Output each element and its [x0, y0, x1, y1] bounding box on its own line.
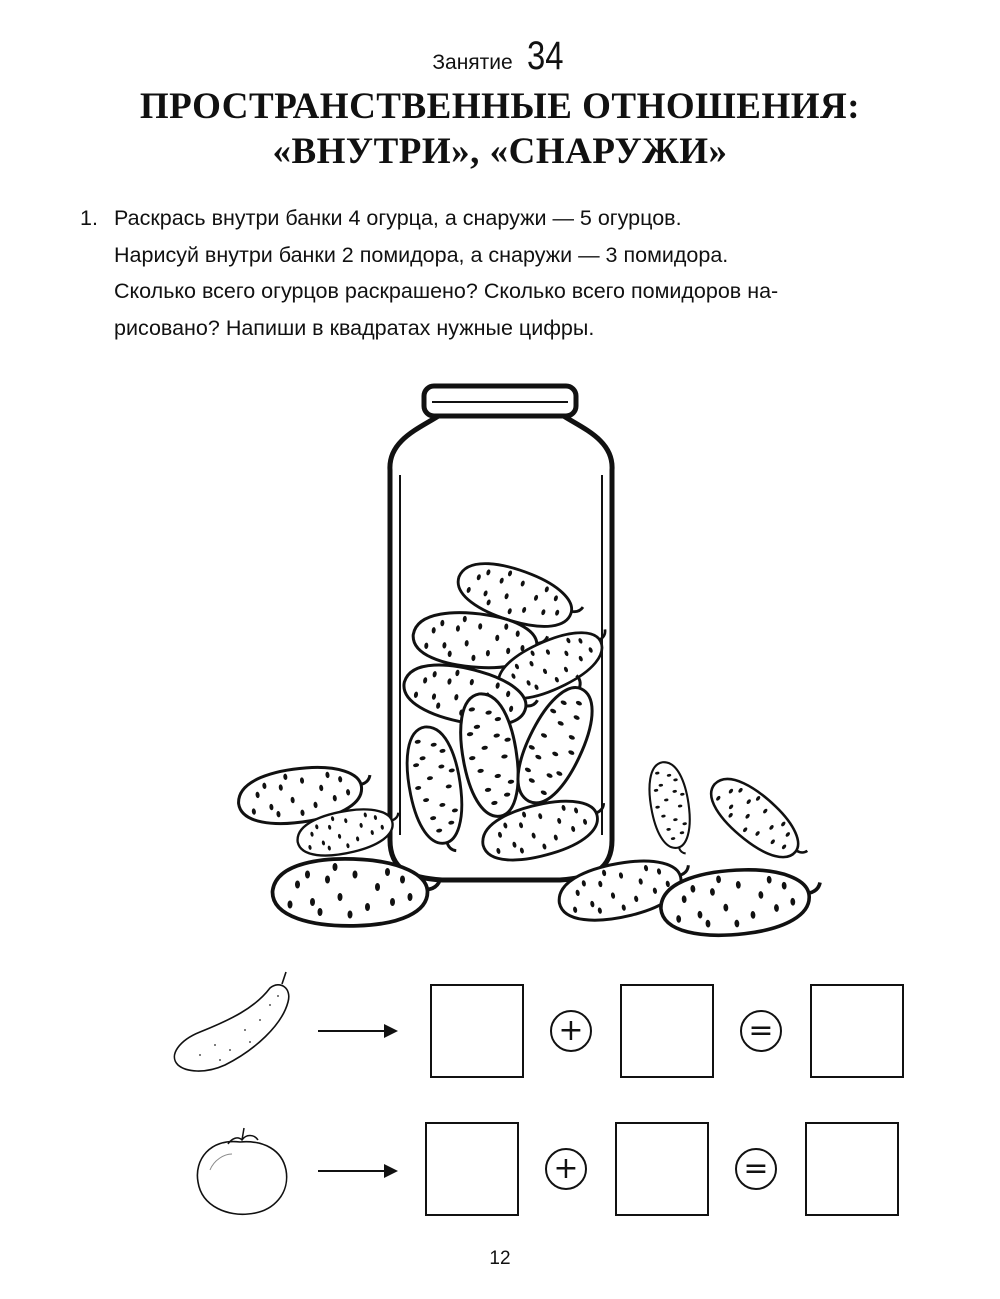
task-text-line: рисовано? Напиши в квадратах нужные цифры.	[114, 315, 595, 340]
task-1	[80, 200, 960, 346]
tomato-equation-row	[0, 1110, 1000, 1220]
answer-box-inside[interactable]	[425, 1122, 519, 1216]
lesson-label: Занятие	[432, 51, 513, 74]
task-text-line: Сколько всего огурцов раскрашено? Сколько всего помидоров на-	[114, 279, 779, 303]
plus-sign: +	[550, 1010, 592, 1052]
task-text-line: Нарисуй внутри банки 2 помидора, а снаружи — 3 помидора.	[114, 242, 729, 267]
lesson-number: 34	[527, 34, 564, 78]
arrow-icon	[318, 1170, 396, 1172]
lesson-heading	[0, 34, 1000, 79]
answer-box-outside[interactable]	[620, 984, 714, 1078]
cucumber-icon	[160, 970, 300, 1080]
tomato-icon	[180, 1120, 300, 1220]
page-title-line-1: ПРОСТРАНСТВЕННЫЕ ОТНОШЕНИЯ:	[139, 86, 861, 127]
equals-sign: =	[740, 1010, 782, 1052]
equals-sign: =	[735, 1148, 777, 1190]
cucumber-equation-row	[0, 970, 1000, 1080]
jar-illustration	[0, 370, 1000, 950]
answer-box-inside[interactable]	[430, 984, 524, 1078]
plus-sign: +	[545, 1148, 587, 1190]
task-number: 1.	[80, 206, 98, 230]
page-number: 12	[489, 1248, 511, 1269]
arrow-icon	[318, 1030, 396, 1032]
page-title-line-2: «ВНУТРИ», «СНАРУЖИ»	[272, 131, 728, 172]
task-text-line: Раскрась внутри банки 4 огурца, а снаружи — 5 огурцов.	[114, 206, 682, 230]
answer-box-outside[interactable]	[615, 1122, 709, 1216]
answer-box-total[interactable]	[810, 984, 904, 1078]
answer-box-total[interactable]	[805, 1122, 899, 1216]
